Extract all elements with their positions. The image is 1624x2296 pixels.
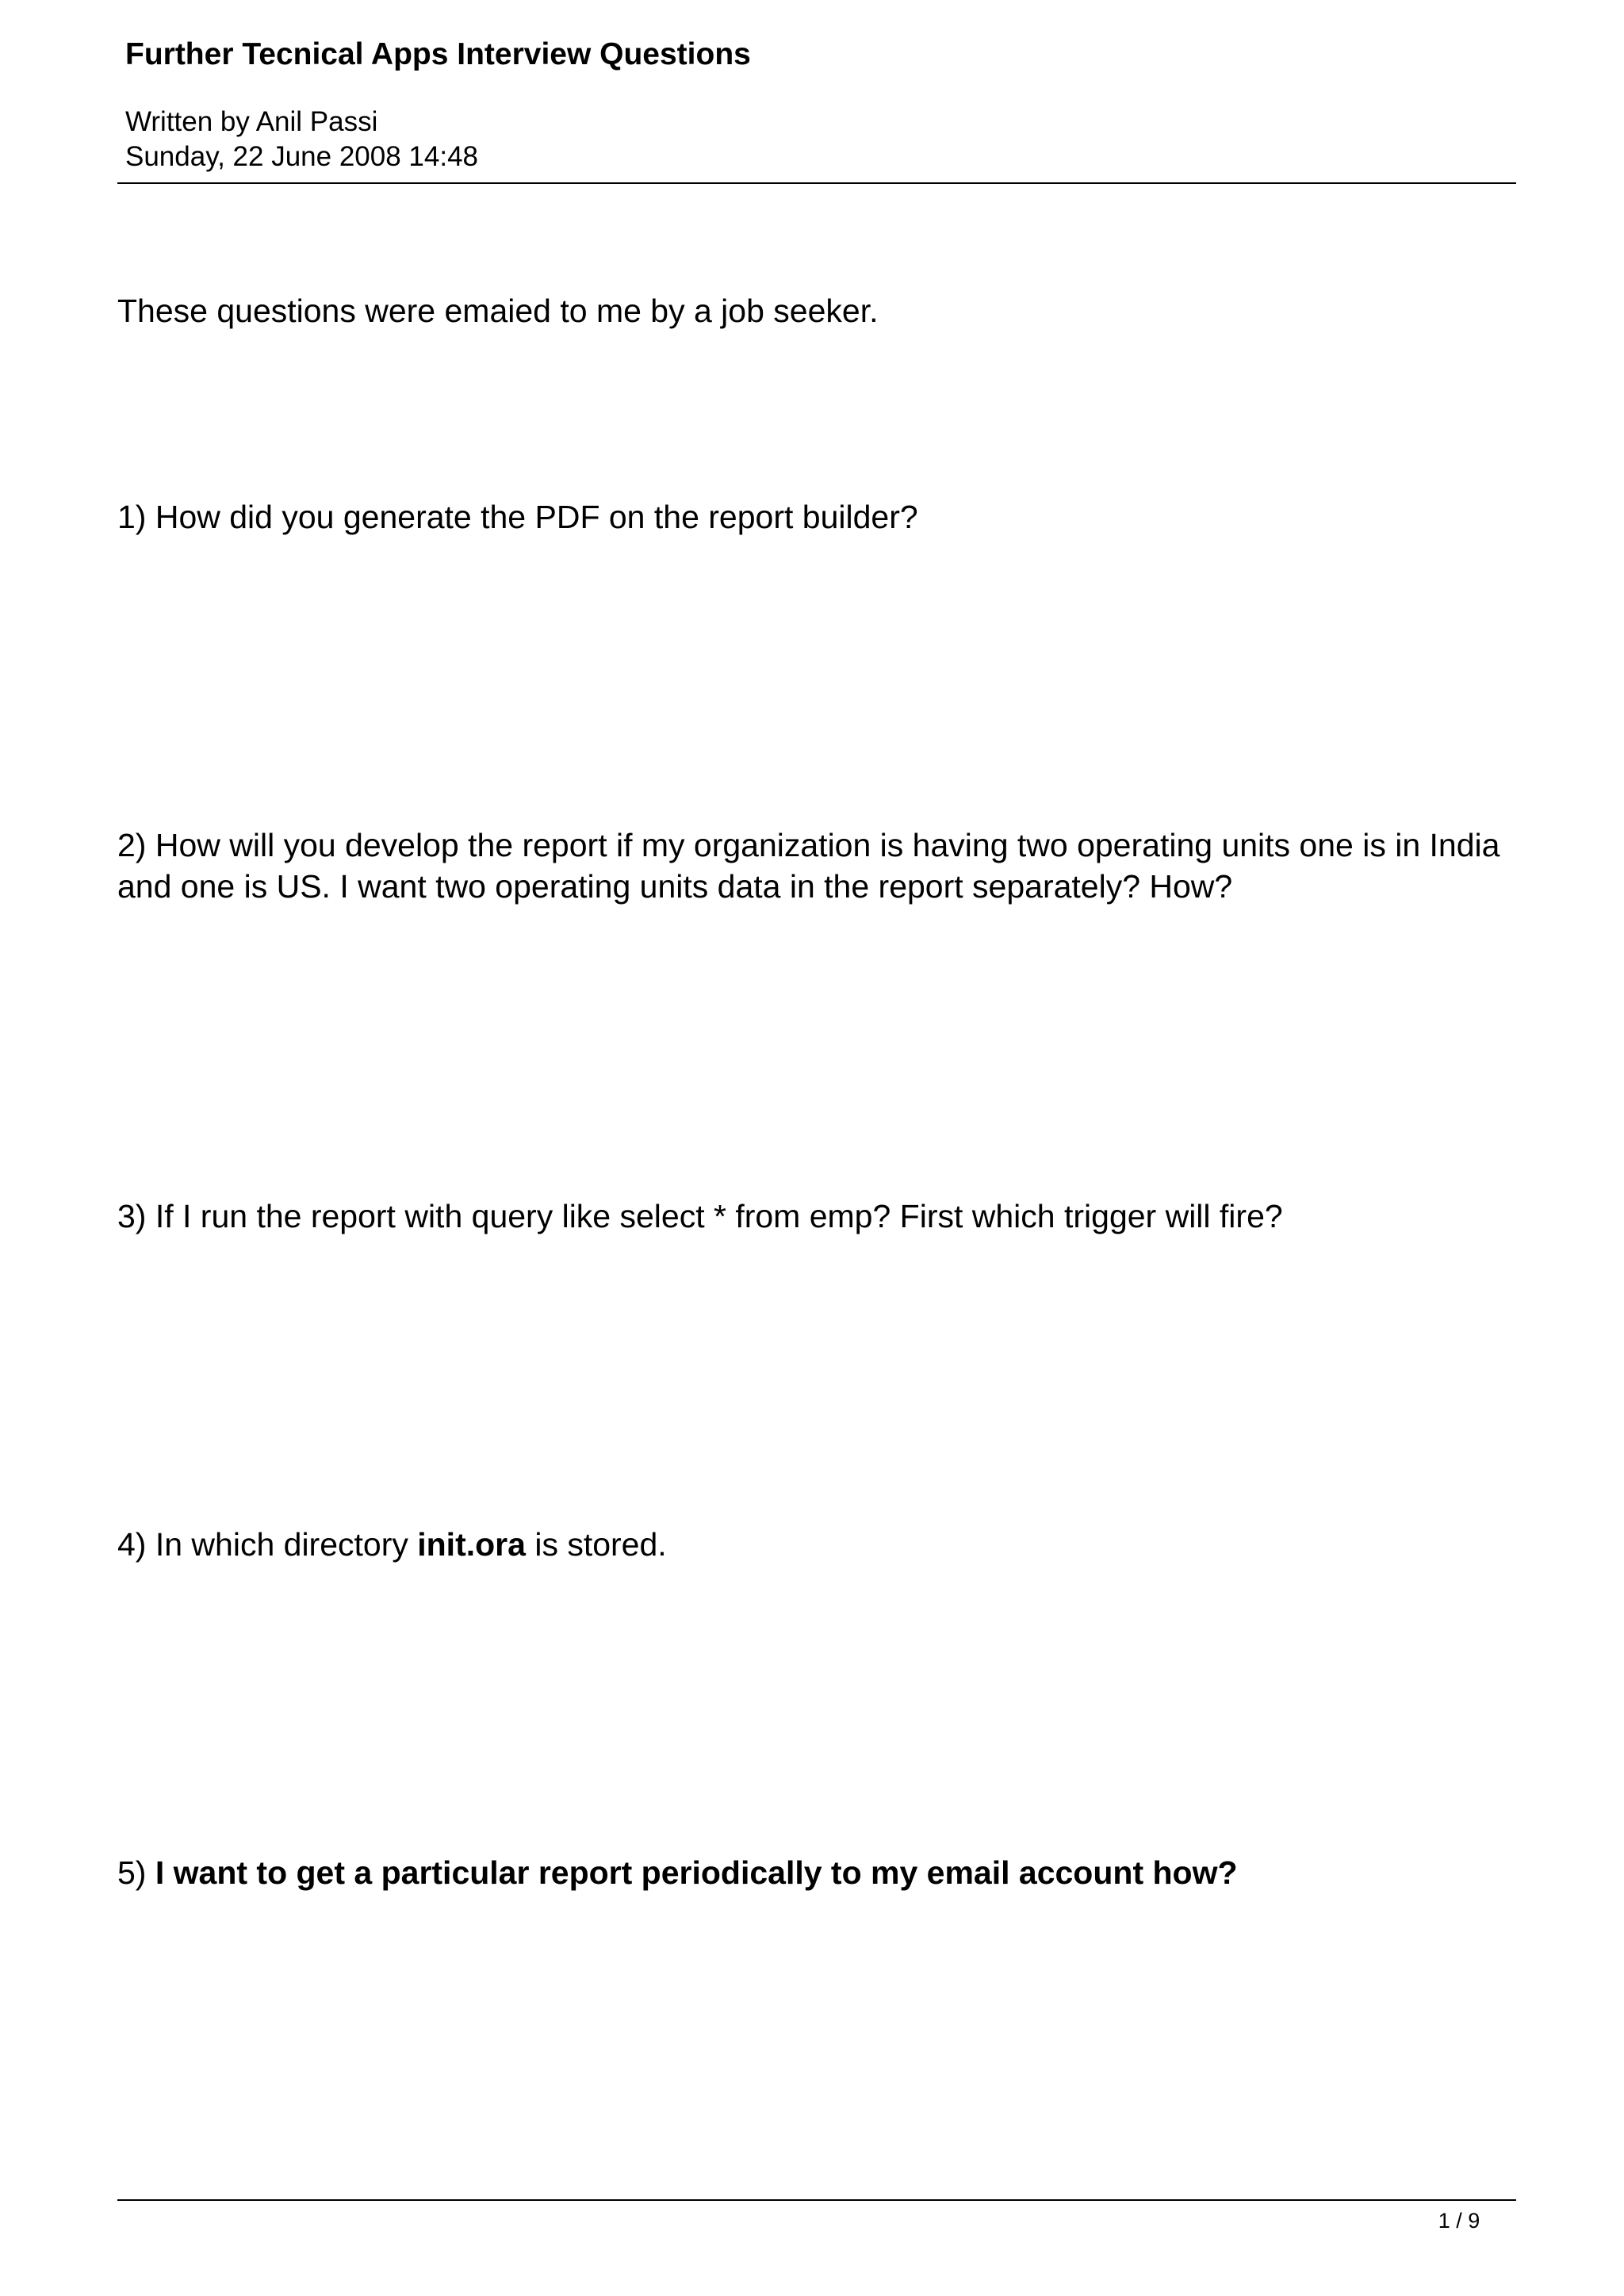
question-5-number: 5) (117, 1854, 155, 1891)
question-4-bold-term: init.ora (417, 1526, 526, 1563)
question-1: 1) How did you generate the PDF on the report builder? (117, 499, 918, 535)
date-line: Sunday, 22 June 2008 14:48 (125, 141, 479, 172)
question-4-text-end: is stored. (525, 1526, 667, 1563)
question-5 (117, 1852, 1516, 1893)
question-5-bold-text: I want to get a particular report periodically to my email account how? (155, 1854, 1238, 1891)
author-line: Written by Anil Passi (125, 106, 378, 137)
question-2: 2) How will you develop the report if my organization is having two operating units one is in India and one is US. I want two operating units data in the report separately? How? (117, 827, 1500, 905)
page-number: 1 / 9 (1438, 2209, 1480, 2233)
intro-paragraph: These questions were emaied to me by a job seeker. (117, 293, 879, 329)
question-4 (117, 1524, 1516, 1565)
header-divider (117, 182, 1516, 184)
article-meta (125, 105, 478, 174)
document-title: Further Tecnical Apps Interview Questions (125, 37, 751, 71)
question-3: 3) If I run the report with query like select * from emp? First which trigger will fire? (117, 1198, 1283, 1234)
footer-divider (117, 2199, 1516, 2201)
question-4-text: 4) In which directory (117, 1526, 418, 1563)
